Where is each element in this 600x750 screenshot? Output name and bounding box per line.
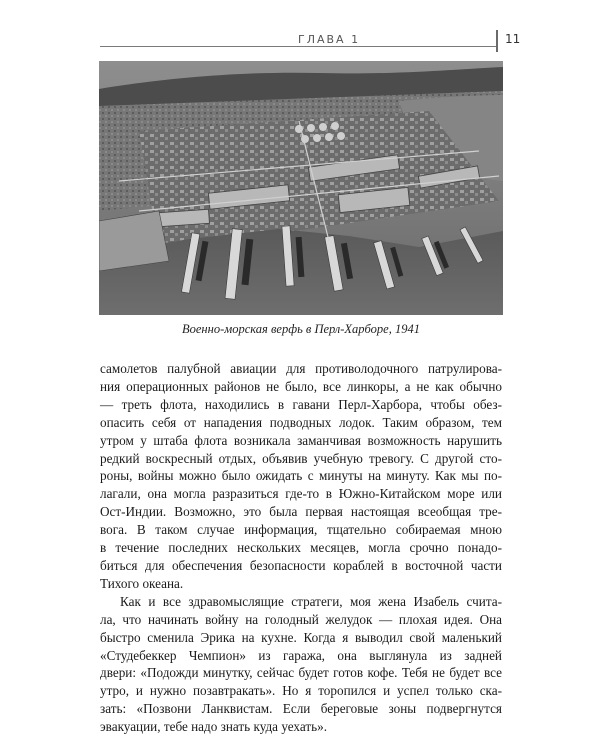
paragraph-1: [100, 360, 502, 593]
text-line: утром у штаба флота возникала заманчивая возможность нарушить: [100, 432, 502, 448]
header-rule: [100, 46, 496, 47]
text-line: вога. В таком случае информация, тщательно собираемая мною: [100, 522, 502, 538]
text-line: роны, войны можно было ожидать с минуты на минуту. Как мы по-: [100, 468, 502, 484]
text-line: эвакуации, тебе надо знать куда уехать».: [100, 719, 328, 735]
running-header: [100, 30, 504, 52]
text-line: двери: «Подожди минутку, сейчас будет готов кофе. Тебя не будет все: [100, 665, 502, 681]
text-line: Ост-Индии. Возможно, это была первая настоящая всеобщая тре-: [100, 504, 502, 520]
figure-caption: Военно-морская верфь в Перл-Харборе, 1941: [182, 322, 420, 336]
text-line: зать: «Позвони Ланквистам. Если береговые зоны подвергнутся: [100, 701, 502, 717]
text-line: лагали, она могла разразиться где-то в Южно-Китайском море или: [100, 486, 502, 502]
text-line: утро, и нужно позавтракать». Но я торопился и успел только ска-: [100, 683, 502, 699]
text-line: самолетов палубной авиации для противолодочного патрулирова-: [100, 361, 502, 376]
body-text: [100, 360, 502, 736]
page-number: 11: [505, 32, 521, 46]
text-line: в течение последних нескольких месяцев, могла срочно понадо-: [100, 540, 502, 556]
text-line: опасить себя от нападения подводных лодок. Таким образом, тем: [100, 414, 502, 430]
text-line: быстро сменила Эрика на кухне. Когда я выводил свой маленький: [100, 629, 502, 645]
text-line: «Студебеккер Чемпион» из гаража, она выглянула из задней: [100, 647, 502, 663]
text-line: ния операционных районов не было, все линкоры, а не как обычно: [100, 378, 502, 394]
text-line: Как и все здравомыслящие стратеги, моя жена Изабель счита-: [120, 593, 502, 609]
chapter-label: ГЛАВА 1: [290, 33, 368, 46]
text-line: биться для обеспечения безопасности кораблей в восточной части: [100, 557, 502, 573]
pearl-harbor-navy-yard-photo: [99, 61, 503, 315]
header-divider-bar: [496, 30, 498, 52]
text-line: ла, что начинать войну на голодный желудок — плохая идея. Она: [100, 611, 502, 627]
text-line: Тихого океана.: [100, 575, 184, 591]
text-line: — треть флота, находились в гавани Перл-Харбора, чтобы обез-: [100, 396, 502, 412]
paragraph-2: [100, 593, 502, 736]
text-line: редкий воскресный отдых, объявив учебную тревогу. С другой сто-: [100, 450, 502, 466]
